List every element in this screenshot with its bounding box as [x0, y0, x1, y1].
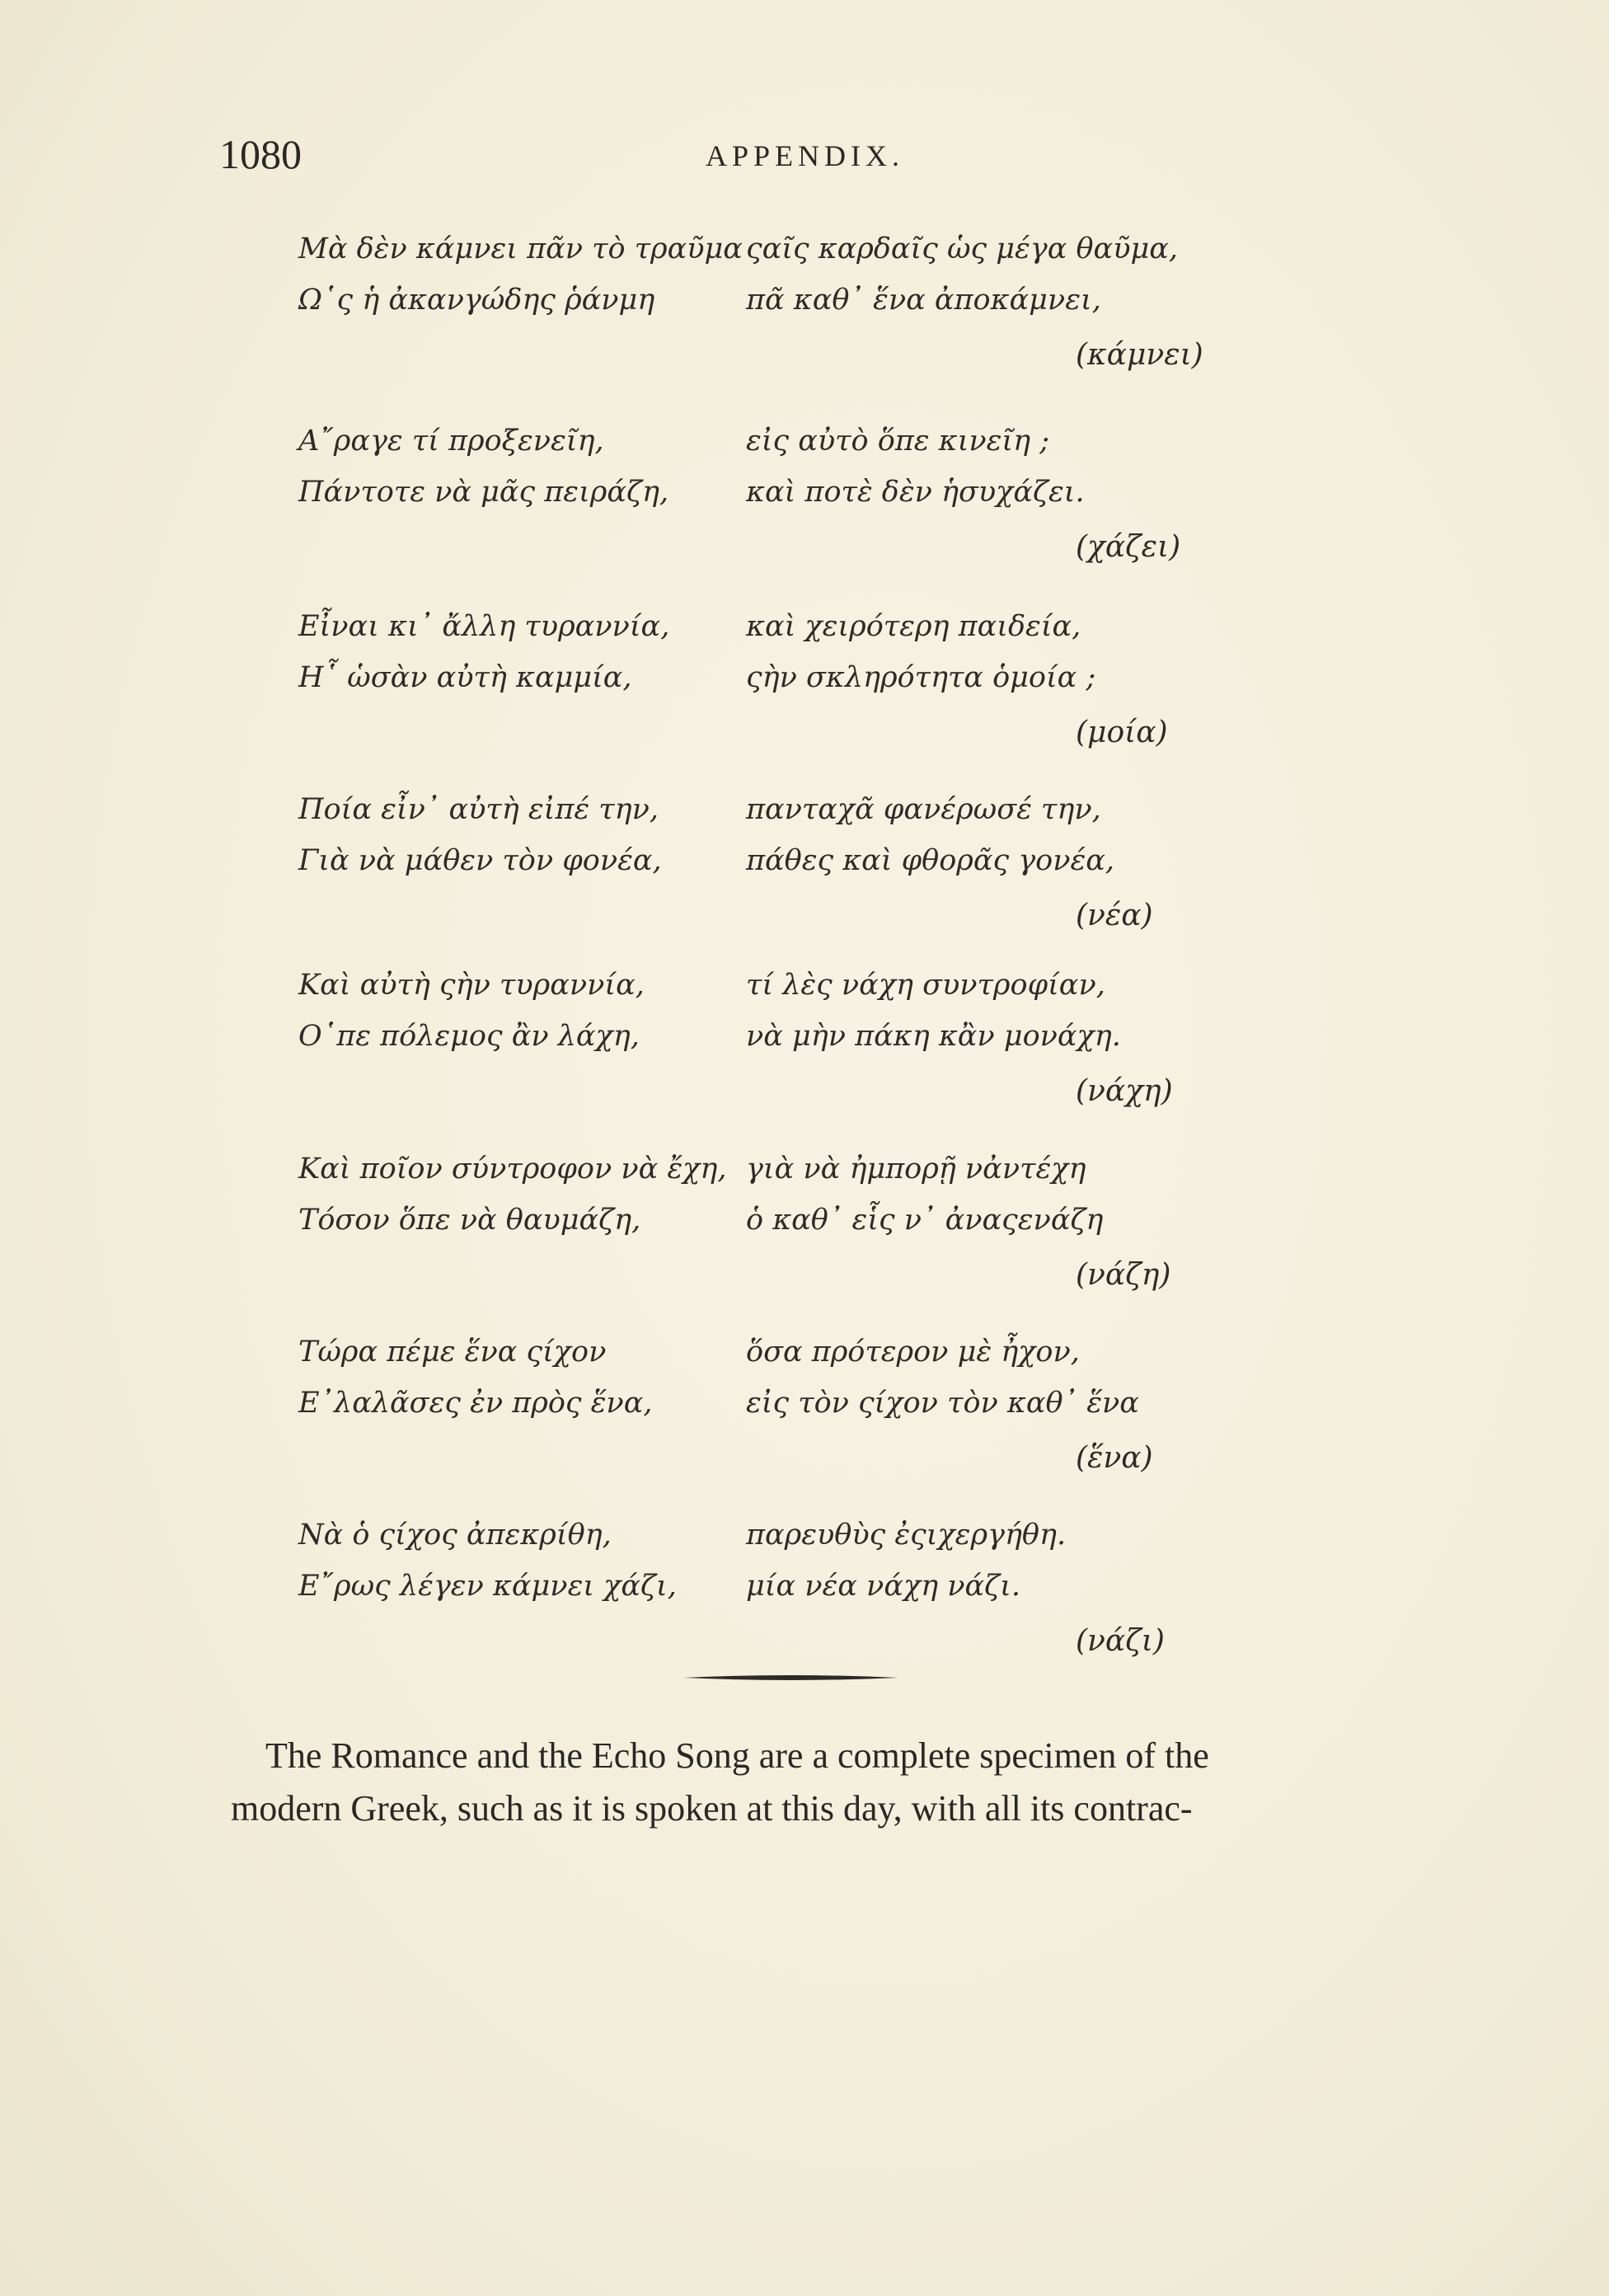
echo-word: (κάμνει) [1076, 338, 1203, 372]
verse-line: ςαῖς καρδαῖς ὡς μέγα θαῦμα, [746, 232, 1178, 265]
stanza [0, 969, 1609, 1158]
verse-line: εἰς τὸν ςίχον τὸν καθ᾽ ἕνα [746, 1387, 1139, 1420]
verse-line: Ε᾽λαλᾶσες ἐν πρὸς ἕνα, [298, 1387, 653, 1420]
verse-line: ςὴν σκληρότητα ὁμοία ; [746, 661, 1096, 694]
stanza [0, 1153, 1609, 1342]
stanza [0, 793, 1609, 983]
page-header [219, 130, 1406, 188]
echo-word: (νέα) [1076, 899, 1153, 932]
page-number: 1080 [219, 131, 302, 177]
echo-word: (νάχη) [1076, 1074, 1173, 1108]
verse-line: γιὰ νὰ ἠμπορῇ νἀντέχη [746, 1153, 1086, 1186]
verse-line: Καὶ ποῖον σύντροφον νὰ ἔχη, [298, 1153, 727, 1186]
verse-line: Η῟ ὡσὰν αὐτὴ καμμία, [298, 661, 632, 694]
verse-line: Τώρα πέμε ἕνα ςίχον [298, 1336, 607, 1369]
stanza [0, 610, 1609, 800]
verse-line: παρευθὺς ἐςιχεργήθη. [746, 1519, 1067, 1552]
verse-line: καὶ ποτὲ δὲν ἡσυχάζει. [746, 476, 1085, 509]
stanza [0, 232, 1609, 422]
section-divider-rule [684, 1674, 898, 1682]
verse-line: νὰ μὴν πάκη κἂν μονάχη. [746, 1020, 1121, 1053]
verse-line: Α῎ραγε τί προξενεῖη, [298, 425, 604, 458]
echo-word: (νάζη) [1076, 1258, 1171, 1292]
verse-line: Γιὰ νὰ μάθεν τὸν φονέα, [298, 844, 662, 877]
echo-word: (χάζει) [1076, 530, 1181, 564]
verse-line: Μὰ δὲν κάμνει πᾶν τὸ τραῦμα [298, 232, 743, 265]
verse-line: Ο῾πε πόλεμος ἂν λάχη, [298, 1020, 640, 1053]
echo-word: (μοία) [1076, 716, 1168, 749]
stanza [0, 1336, 1609, 1525]
echo-word: (ἕνα) [1076, 1441, 1153, 1475]
prose-paragraph [231, 1730, 1418, 1835]
verse-line: Ποία εἶν᾽ αὐτὴ εἰπέ την, [298, 793, 659, 826]
verse-line: εἰς αὐτὸ ὅπε κινεῖη ; [746, 425, 1050, 458]
verse-line: Τόσον ὅπε νὰ θαυμάζη, [298, 1204, 641, 1237]
verse-line: Καὶ αὐτὴ ςὴν τυραννία, [298, 969, 645, 1002]
verse-line: Νὰ ὁ ςίχος ἀπεκρίθη, [298, 1519, 612, 1552]
prose-line: modern Greek, such as it is spoken at this day, with all its contrac- [231, 1788, 1193, 1829]
verse-line: πᾶ καθ᾽ ἕνα ἀποκάμνει, [746, 284, 1101, 317]
verse-line: Πάντοτε νὰ μᾶς πειράζη, [298, 476, 669, 509]
verse-line: καὶ χειρότερη παιδεία, [746, 610, 1081, 643]
verse-line: μία νέα νάχη νάζι. [746, 1570, 1020, 1603]
running-head: APPENDIX. [706, 139, 905, 172]
verse-line: τί λὲς νάχη συντροφίαν, [746, 969, 1105, 1002]
stanza [0, 425, 1609, 614]
echo-word: (νάζι) [1076, 1624, 1165, 1658]
verse-line: Ω῾ς ἡ ἀκανγώδης ῥάνμη [298, 284, 655, 317]
verse-line: Εἶναι κι᾽ ἄλλη τυραννία, [298, 610, 670, 643]
verse-line: ὅσα πρότερον μὲ ἦχον, [746, 1336, 1080, 1369]
prose-line: The Romance and the Echo Song are a complete specimen of the [265, 1735, 1209, 1776]
verse-line: πάθες καὶ φθορᾶς γονέα, [746, 844, 1115, 877]
verse-line: ὁ καθ᾽ εἷς ν᾽ ἀναςενάζη [746, 1204, 1104, 1237]
verse-line: πανταχᾶ φανέρωσέ την, [746, 793, 1101, 826]
verse-line: Ε῎ρως λέγεν κάμνει χάζι, [298, 1570, 677, 1603]
